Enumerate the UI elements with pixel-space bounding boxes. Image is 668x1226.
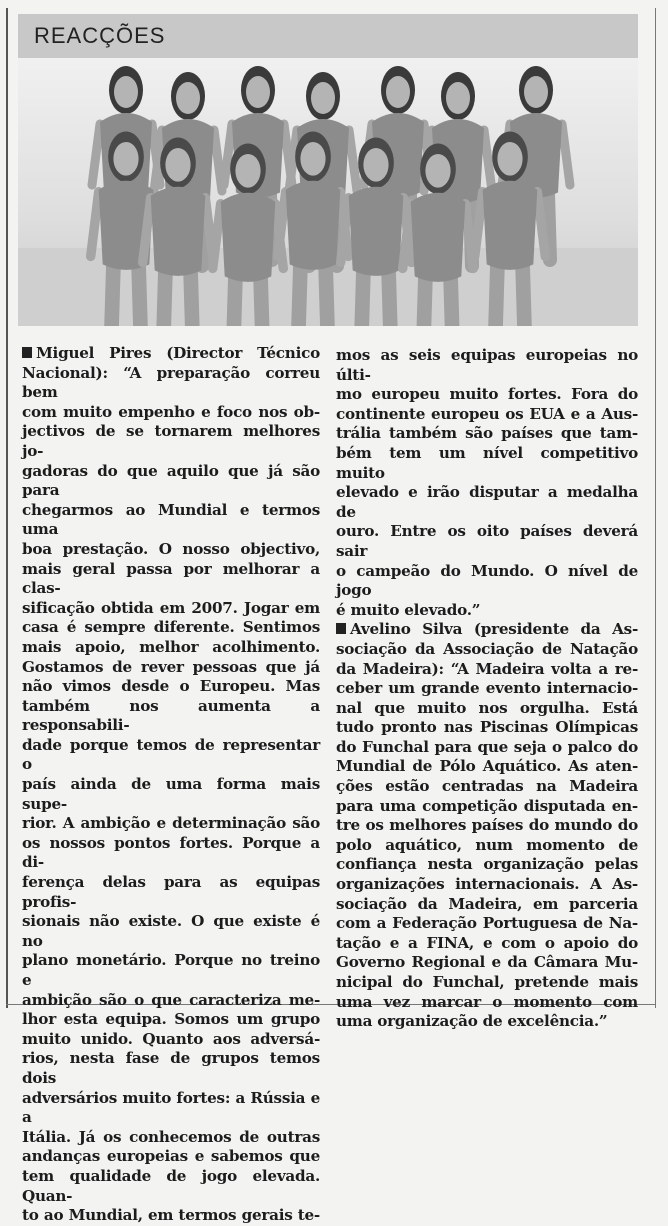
article-line: ceber um grande evento internacio-	[336, 679, 638, 698]
article-line: tudo pronto nas Piscinas Olímpicas	[336, 718, 638, 737]
article-line: ambição são o que caracteriza me-	[22, 990, 320, 1009]
article-line: Itália. Já os conhecemos de outras	[22, 1127, 320, 1146]
article-line: casa é sempre diferente. Sentimos	[22, 618, 320, 637]
article-line: da Madeira): “A Madeira volta a re-	[336, 659, 638, 678]
article-line: com a Federação Portuguesa de Na-	[336, 914, 638, 933]
article-line: é muito elevado.”	[336, 600, 481, 619]
article-line: organizações internacionais. A As-	[336, 875, 638, 894]
article-line: dade porque temos de representar o	[22, 735, 320, 774]
article-line: tem qualidade de jogo elevada. Quan-	[22, 1166, 320, 1205]
article-line: uma vez marcar o momento com	[336, 992, 638, 1011]
article-line: Gostamos de rever pessoas que já	[22, 657, 320, 676]
article-line: rios, nesta fase de grupos temos dois	[22, 1049, 320, 1087]
article-line: nicipal do Funchal, pretende mais	[336, 973, 638, 991]
article-line: ferença delas para as equipas profis-	[22, 873, 320, 911]
team-photo	[18, 58, 638, 326]
article-line: uma organização de excelência.”	[336, 1012, 608, 1031]
article-line: também nos aumenta a responsabili-	[22, 696, 320, 735]
article-line: adversários muito fortes: a Rússia e a	[22, 1088, 320, 1127]
article-line: confiança nesta organização pelas	[336, 855, 638, 874]
article-line: nal que muito nos orgulha. Está	[336, 698, 638, 717]
article-line: ouro. Entre os oito países deverá sair	[336, 522, 638, 560]
team-photo-image	[18, 58, 638, 326]
article-line: to ao Mundial, em termos gerais te-	[22, 1206, 320, 1225]
article-line: Mundial de Pólo Aquático. As aten-	[336, 757, 638, 776]
article-line: país ainda de uma forma mais supe-	[22, 775, 320, 813]
article-line: os nossos pontos fortes. Porque a di-	[22, 833, 320, 872]
article-column-right	[336, 346, 638, 1032]
article-line: gadoras do que aquilo que já são para	[22, 461, 320, 500]
article-line: tre os melhores países do mundo do	[336, 816, 638, 835]
article-line: tação e a FINA, e com o apoio do	[336, 933, 638, 952]
article-line: sociação da Associação de Natação	[336, 639, 638, 658]
paragraph-bullet-icon	[22, 347, 32, 358]
article-line: não vimos desde o Europeu. Mas	[22, 677, 320, 696]
article-line: com muito empenho e foco nos ob-	[22, 402, 320, 421]
section-header	[18, 14, 638, 58]
article-line: plano monetário. Porque no treino e	[22, 951, 320, 989]
article-line: Miguel Pires (Director Técnico	[22, 344, 320, 364]
article-line: sificação obtida em 2007. Jogar em	[22, 598, 320, 617]
paragraph-bullet-icon	[336, 623, 346, 634]
section-title: REACÇÕES	[34, 23, 166, 48]
article-line: sionais não existe. O que existe é no	[22, 912, 320, 950]
article-line: mais apoio, melhor acolhimento.	[22, 637, 320, 656]
article-line: chegarmos ao Mundial e termos uma	[22, 500, 320, 539]
article-line: lhor esta equipa. Somos um grupo	[22, 1010, 320, 1029]
article-line: mo europeu muito fortes. Fora do	[336, 385, 638, 404]
article-column-left	[22, 344, 320, 1226]
article-line: ções estão centradas na Madeira	[336, 777, 638, 796]
article-line: mais geral passa por melhorar a clas-	[22, 559, 320, 598]
article-line: bém tem um nível competitivo muito	[336, 443, 638, 482]
article-line: continente europeu os EUA e a Aus-	[336, 404, 638, 423]
article-line: Governo Regional e da Câmara Mu-	[336, 953, 638, 972]
article-line: trália também são países que tam-	[336, 424, 638, 443]
article-line: muito unido. Quanto aos adversá-	[22, 1029, 320, 1048]
side-margin-mark	[4, 862, 14, 1002]
article-line: sociação da Madeira, em parceria	[336, 894, 638, 913]
article-line: rior. A ambição e determinação são	[22, 814, 320, 833]
article-line: para uma competição disputada en-	[336, 796, 638, 815]
article-line: do Funchal para que seja o palco do	[336, 737, 638, 756]
article-line: andanças europeias e sabemos que	[22, 1147, 320, 1166]
article-line: Nacional): “A preparação correu bem	[22, 363, 320, 402]
article-line: boa prestação. O nosso objectivo,	[22, 539, 320, 558]
page-frame-right	[655, 8, 656, 1008]
page-frame-left	[6, 8, 8, 1008]
article-line: polo aquático, num momento de	[336, 835, 638, 854]
article-line: elevado e irão disputar a medalha de	[336, 483, 638, 521]
article-line: jectivos de se tornarem melhores jo-	[22, 422, 320, 460]
article-line: o campeão do Mundo. O nível de jogo	[336, 561, 638, 600]
article-line: Avelino Silva (presidente da As-	[336, 620, 638, 640]
article-line: mos as seis equipas europeias no últi-	[336, 346, 638, 384]
